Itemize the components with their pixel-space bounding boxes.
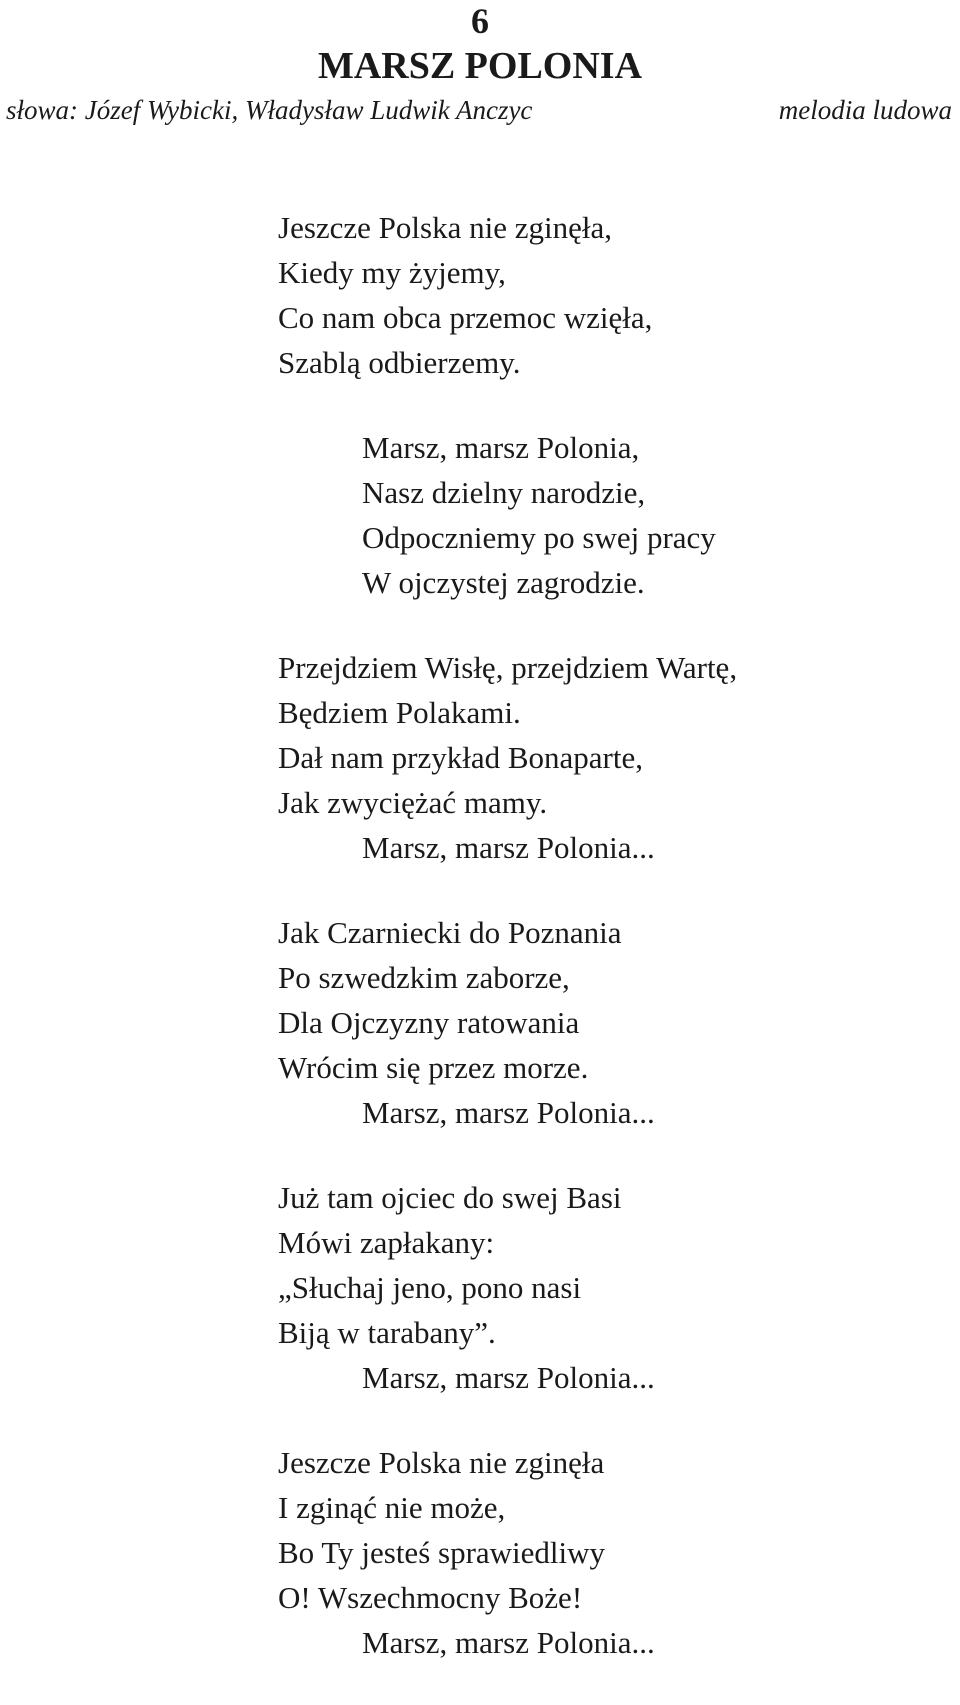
refrain-reference: Marsz, marsz Polonia... [362, 1360, 655, 1395]
lyric-line: Po szwedzkim zaborze, [278, 960, 570, 995]
stanza-4 [278, 1175, 938, 1400]
lyric-line: Szablą odbierzemy. [278, 345, 521, 380]
stanza-refrain [278, 425, 938, 605]
stanza-2 [278, 645, 938, 870]
lyric-line: Marsz, marsz Polonia, [362, 430, 640, 465]
lyric-line: Mówi zapłakany: [278, 1225, 495, 1260]
lyric-line: Kiedy my żyjemy, [278, 255, 506, 290]
lyric-line: Jak Czarniecki do Poznania [278, 915, 622, 950]
song-number: 6 [471, 1, 489, 41]
lyric-line: Wrócim się przez morze. [278, 1050, 589, 1085]
refrain-reference: Marsz, marsz Polonia... [362, 1625, 655, 1660]
lyric-line: Co nam obca przemoc wzięła, [278, 300, 653, 335]
lyric-line: W ojczystej zagrodzie. [362, 565, 645, 600]
melody-credit: melodia ludowa [778, 95, 952, 125]
stanza-5 [278, 1440, 938, 1665]
lyric-line: Już tam ojciec do swej Basi [278, 1180, 622, 1215]
lyric-line: O! Wszechmocny Boże! [278, 1580, 583, 1615]
lyric-line: Nasz dzielny narodzie, [362, 475, 646, 510]
lyric-line: Będziem Polakami. [278, 695, 521, 730]
lyric-line: Odpoczniemy po swej pracy [362, 520, 716, 555]
lyric-line: Jak zwyciężać mamy. [278, 785, 548, 820]
lyrics-author-credit: słowa: Józef Wybicki, Władysław Ludwik Anczyc [6, 95, 533, 125]
lyric-line: Jeszcze Polska nie zginęła [278, 1445, 605, 1480]
stanza-3 [278, 910, 938, 1135]
lyric-line: Dla Ojczyzny ratowania [278, 1005, 580, 1040]
lyric-line: Dał nam przykład Bonaparte, [278, 740, 643, 775]
lyric-line: Przejdziem Wisłę, przejdziem Wartę, [278, 650, 738, 685]
refrain-reference: Marsz, marsz Polonia... [362, 830, 655, 865]
lyric-line: Bo Ty jesteś sprawiedliwy [278, 1535, 606, 1570]
lyrics-body [278, 205, 938, 1705]
lyric-line: Jeszcze Polska nie zginęła, [278, 210, 612, 245]
song-title: MARSZ POLONIA [317, 45, 643, 87]
stanza-1 [278, 205, 938, 385]
refrain-reference: Marsz, marsz Polonia... [362, 1095, 655, 1130]
lyric-line: „Słuchaj jeno, pono nasi [278, 1270, 582, 1305]
lyric-line: I zginąć nie może, [278, 1490, 506, 1525]
lyric-line: Biją w tarabany”. [278, 1315, 496, 1350]
